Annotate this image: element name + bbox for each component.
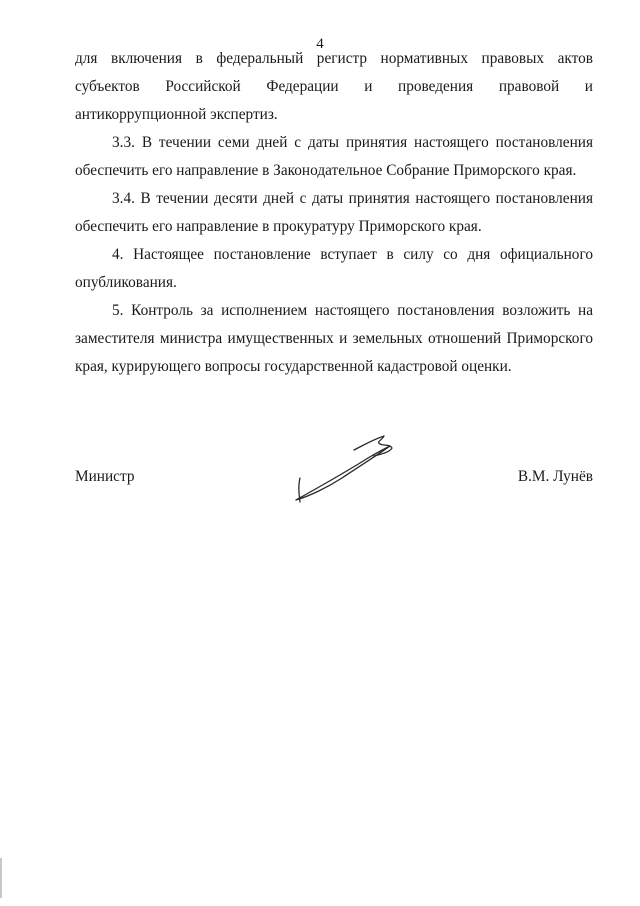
minister-name: В.М. Лунёв	[517, 468, 593, 485]
page-number: 4	[316, 36, 324, 52]
paragraph-item-3-4: 3.4. В течении десяти дней с даты принятия настоящего постановления обеспечить его направление в прокуратуру Приморского края.	[75, 190, 593, 235]
paragraph-continuation: для включения в федеральный регистр нормативных правовых актов субъектов Российской Федерации и проведения правовой и антикоррупционной экспертиз.	[75, 50, 593, 123]
minister-title: Министр	[75, 468, 135, 485]
handwritten-signature	[286, 428, 406, 510]
scan-edge-mark	[0, 858, 2, 898]
paragraph-item-5: 5. Контроль за исполнением настоящего постановления возложить на заместителя министра имущественных и земельных отношений Приморского края, курирующего вопросы государственной кадастровой оценки.	[75, 302, 593, 375]
paragraph-item-4: 4. Настоящее постановление вступает в силу со дня официального опубликования.	[75, 246, 593, 291]
paragraph-item-3-3: 3.3. В течении семи дней с даты принятия настоящего постановления обеспечить его направление в Законодательное Собрание Приморского края.	[75, 134, 593, 179]
